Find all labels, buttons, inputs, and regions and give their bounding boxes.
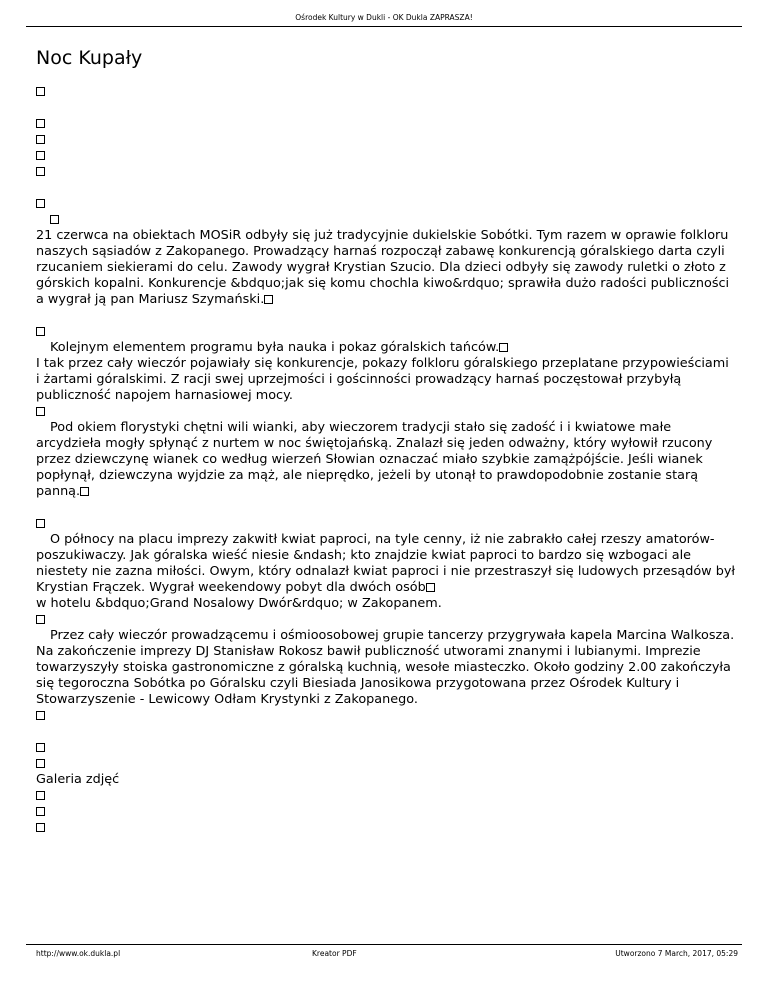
missing-glyph-icon — [80, 487, 89, 496]
missing-glyph-icon — [36, 823, 45, 832]
missing-glyph-icon — [36, 119, 45, 128]
article-title: Noc Kupały — [36, 46, 143, 69]
paragraph-3: I tak przez cały wieczór pojawiały się konkurencje, pokazy folkloru góralskiego przeplatane przypowieściami i żartami góralskimi. Z racji swej uprzejmości i gościnności prowadzący harnaś poczęstował przybyłą publiczność napojem harnasiowej mocy. — [36, 356, 729, 403]
footer-generator: Kreator PDF — [312, 949, 357, 958]
missing-glyph-icon — [36, 791, 45, 800]
missing-glyph-icon — [36, 167, 45, 176]
missing-glyph-icon — [36, 519, 45, 528]
missing-glyph-icon — [36, 759, 45, 768]
missing-glyph-icon — [264, 295, 273, 304]
paragraph-7: Przez cały wieczór prowadzącemu i ośmioosobowej grupie tancerzy przygrywała kapela Marcina Walkosza. Na zakończenie imprezy DJ Stanisław Rokosz bawił publiczność utworami znanymi i lubianymi. Imprezie towarzyszyły stoiska gastronomiczne z góralską kuchnią, wesołe miasteczko. Około godziny 2.00 zakończyła się tegoroczna Sobótka po Góralsku czyli Biesiada Janosikowa przygotowana przez Ośrodek Kultury i Stowarzyszenie - Lewicowy Odłam Krystynki z Zakopanego. — [36, 628, 735, 707]
missing-glyph-icon — [36, 407, 45, 416]
footer-created: Utworzono 7 March, 2017, 05:29 — [615, 949, 738, 958]
paragraph-4: Pod okiem florystyki chętni wili wianki, aby wieczorem tradycji stało się zadość i i kwiatowe małe arcydzieła mogły spłynąć z nurtem w noc świętojańską. Znalazł się jeden odważny, który wyłowił rzucony przez dziewczynę wianek co według wierzeń Słowian oznaczać miało szybkie zamążpójście. Jeśli wianek popłynął, dziewczyna wyjdzie za mąż, ale nieprędko, jeżeli by utonął to prawdopodobnie zostanie starą panną. — [36, 420, 713, 499]
missing-glyph-icon — [36, 199, 45, 208]
page-header — [26, 0, 742, 27]
site-title: Ośrodek Kultury w Dukli - OK Dukla ZAPRASZA! — [295, 13, 473, 22]
missing-glyph-icon — [36, 151, 45, 160]
gallery-label: Galeria zdjęć — [36, 772, 120, 787]
missing-glyph-icon — [36, 87, 45, 96]
paragraph-6: w hotelu &bdquo;Grand Nosalowy Dwór&rdquo; w Zakopanem. — [36, 596, 442, 611]
missing-glyph-icon — [499, 343, 508, 352]
missing-glyph-icon — [36, 743, 45, 752]
missing-glyph-icon — [36, 135, 45, 144]
article-body — [36, 84, 736, 836]
missing-glyph-icon — [36, 711, 45, 720]
paragraph-1: 21 czerwca na obiektach MOSiR odbyły się już tradycyjnie dukielskie Sobótki. Tym razem w oprawie folkloru naszych sąsiadów z Zakopanego. Prowadzący harnaś rozpoczął zabawę konkurencją góralskiego darta czyli rzucaniem siekierami do celu. Zawody wygrał Krystian Szucio. Dla dzieci odbyły się zawody ruletki o złoto z górskich kopalni. Konkurencje &bdquo;jak się komu chochla kiwo&rdquo; sprawiła dużo radości publiczności a wygrał ją pan Mariusz Szymański. — [36, 228, 730, 307]
paragraph-2: Kolejnym elementem programu była nauka i pokaz góralskich tańców. — [36, 340, 736, 356]
missing-glyph-icon — [426, 583, 435, 592]
paragraph-5: O północy na placu imprezy zakwitł kwiat paproci, na tyle cenny, iż nie zabrakło całej rzeszy amatorów-poszukiwaczy. Jak góralska wieść niesie &ndash; kto znajdzie kwiat paproci to bardzo się wzbogaci ale niestety nie zazna miłości. Owym, który odnalazł kwiat paproci i nie przestraszył się ludowych przesądów był Krystian Frączek. Wygrał weekendowy pobyt dla dwóch osób — [36, 532, 736, 595]
missing-glyph-icon — [50, 215, 59, 224]
missing-glyph-icon — [36, 807, 45, 816]
missing-glyph-icon — [36, 327, 45, 336]
missing-glyph-icon — [36, 615, 45, 624]
page-footer — [26, 944, 742, 963]
footer-url: http://www.ok.dukla.pl — [36, 949, 121, 958]
